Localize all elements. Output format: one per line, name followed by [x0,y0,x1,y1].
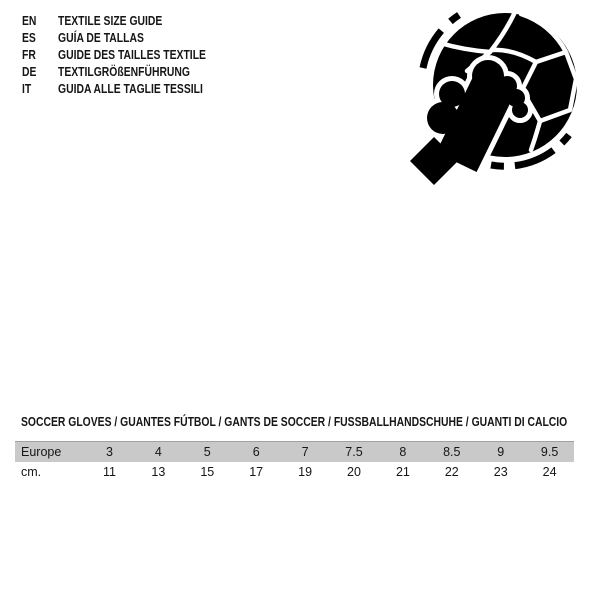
lang-row-it [22,80,236,97]
size-guide-title [21,414,600,431]
cm-cell: 19 [298,465,313,479]
europe-row [15,441,574,462]
lang-row-de [22,63,236,80]
cm-cell: 15 [200,465,215,479]
lang-row-fr [22,46,236,63]
lang-code: ES [22,30,36,45]
size-cell: 8 [399,445,407,459]
size-cell: 7.5 [345,445,363,459]
size-cell: 6 [252,445,260,459]
size-cell: 9 [497,445,505,459]
lang-code: FR [22,47,36,62]
cm-row [15,462,574,482]
cm-cell: 23 [493,465,508,479]
lang-code: EN [22,13,37,28]
cm-row-label: cm. [21,465,42,479]
lang-label: GUIDA ALLE TAGLIE TESSILI [58,81,203,96]
lang-label: TEXTILGRÖßENFÜHRUNG [58,64,190,79]
size-cell: 9.5 [540,445,559,459]
lang-label: GUÍA DE TALLAS [58,30,144,45]
lang-row-en [22,12,236,29]
cm-cell: 13 [151,465,166,479]
size-cell: 3 [105,445,113,459]
size-guide-title-text: SOCCER GLOVES / GUANTES FÚTBOL / GANTS DE SOCCER / FUSSBALLHANDSCHUHE / GUANTI DI CALCIO [21,415,568,429]
size-cell: 8.5 [443,445,461,459]
lang-code: DE [22,64,37,79]
lang-code: IT [22,81,32,96]
lang-label: GUIDE DES TAILLES TEXTILE [58,47,206,62]
glove-ball-icon-svg [400,0,600,200]
europe-row-label: Europe [21,445,62,459]
lang-label: TEXTILE SIZE GUIDE [58,13,163,28]
lang-row-es [22,29,236,46]
cm-cell: 20 [347,465,361,479]
cm-cell: 21 [395,465,410,479]
cm-cell: 11 [102,465,116,479]
cm-cell: 24 [542,465,557,479]
size-cell: 4 [154,445,162,459]
size-cell: 7 [301,445,309,459]
size-cell: 5 [203,445,211,459]
size-table [15,441,574,482]
cm-cell: 17 [249,465,264,479]
goalkeeper-glove-soccer-ball-icon [400,0,600,200]
language-list [22,12,236,97]
cm-cell: 22 [444,465,459,479]
